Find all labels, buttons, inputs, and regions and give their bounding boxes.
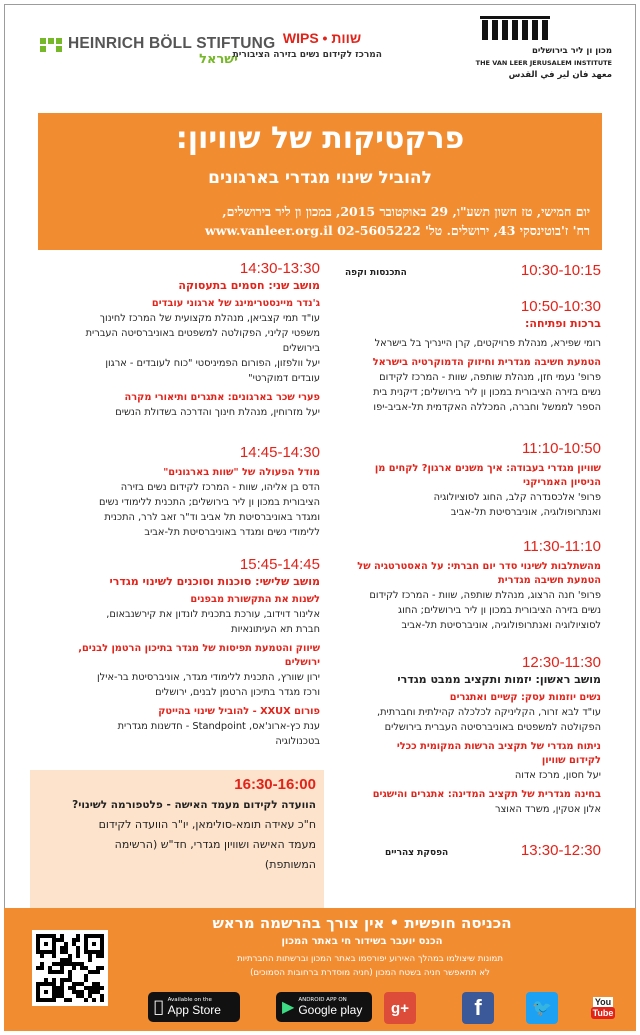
facebook-icon[interactable]: f bbox=[462, 992, 494, 1024]
speaker-line: ומגדר באוניברסיטת תל אביב וד"ר זאב לרר, התכנית bbox=[104, 512, 320, 523]
talk-title: הניסיון האמריקני bbox=[522, 477, 601, 488]
photo-notice: תמונות שיצולמו במהלך האירוע יפורסמו באתר המכון וברשתות החברתיות bbox=[236, 954, 504, 964]
session-closing bbox=[30, 770, 324, 910]
talk-title: לקידום שוויון bbox=[541, 755, 601, 766]
session-time: 12:30-11:30 bbox=[522, 654, 601, 671]
session-model bbox=[38, 444, 320, 540]
youtube-tube: Tube bbox=[592, 1008, 614, 1018]
speaker-line: הספר לממשל וחברה, המכללה האקדמית תל-אביב-יפו bbox=[373, 402, 601, 413]
talk-title: מודל הפעולה של "שוות בארגונים" bbox=[163, 467, 320, 478]
session-label: התכנסות וקפה bbox=[345, 268, 407, 278]
vanleer-logo-mark bbox=[476, 16, 560, 40]
address-line: רח' ז'בוטינסקי 43, ירושלים. טל' 02-5605222 www.vanleer.org.il bbox=[205, 223, 590, 238]
speaker-line: יעל מזרוחין, מנהלת חינוך והדרכה בשדולת הנשים bbox=[115, 407, 320, 418]
session-time: 10:30-10:15 bbox=[520, 262, 601, 279]
app-store-small-text: Available on the bbox=[158, 997, 203, 1003]
talk-title: ניתוח מגדרי של תקציב הרשות המקומית ככלי bbox=[396, 741, 601, 752]
speaker-line: הדס בן אליהו, שוות - המרכז לקידום נשים בזירה bbox=[120, 482, 320, 493]
session-keynote-2 bbox=[345, 538, 601, 633]
wips-logo-sub: המרכז לקידום נשים בזירה הציבורית bbox=[232, 50, 382, 60]
boll-logo-title: HEINRICH BÖLL STIFTUNG bbox=[68, 35, 276, 52]
boll-logo-sub: ישראל bbox=[199, 52, 238, 67]
boll-logo-mark bbox=[40, 38, 64, 56]
talk-title: שוויון מגדרי בעבודה: איך משנים ארגון? לקחים מן bbox=[374, 463, 601, 474]
session-opening bbox=[345, 298, 601, 415]
session-gathering bbox=[345, 262, 601, 279]
session-time: 15:45-14:45 bbox=[239, 556, 320, 573]
twitter-icon[interactable]: 🐦 bbox=[526, 992, 558, 1024]
session-label: הפסקת צהריים bbox=[385, 848, 449, 858]
vanleer-name-arabic: معهد فان لير في القدس bbox=[508, 70, 612, 80]
youtube-icon[interactable] bbox=[588, 992, 618, 1024]
speaker-line: פרופ' נעמי חזן, מנהלת שותפה, שוות - המרכז לקידום bbox=[379, 372, 601, 383]
session-keynote-1 bbox=[345, 440, 601, 520]
speaker-line: ואנתרופולוגיה, אוניברסיטת תל-אביב bbox=[450, 507, 601, 518]
talk-title: נשים יוזמות עסק: קשיים ואתגרים bbox=[449, 692, 601, 703]
talk-title: לשנות את התקשורת מבפנים bbox=[190, 594, 320, 605]
app-store-big-text: App Store bbox=[158, 1003, 212, 1017]
session-heading: מושב שני: חסמים בתעסוקה bbox=[178, 279, 320, 292]
talk-title: שיווק והטמעת תפיסות של מגדר בתיכון הרטמן לבנים, bbox=[78, 643, 320, 654]
speaker-line: עובדים דמוקרטי" bbox=[248, 373, 320, 384]
youtube-you: You bbox=[594, 997, 612, 1007]
play-icon: ▶ bbox=[282, 997, 295, 1016]
speaker-line: חברת תא העיתונאיות bbox=[231, 624, 320, 635]
speaker-line: רומי שפירא, מנהלת פרויקטים, קרן היינריך בל בישראל bbox=[374, 338, 601, 349]
talk-title: פורום XXUX - להוביל שינוי בהייטק bbox=[158, 706, 320, 717]
google-play-big-text: Google play bbox=[298, 1003, 363, 1017]
session-heading: ברכות ופתיחה: bbox=[525, 317, 601, 330]
title-banner bbox=[38, 113, 602, 250]
speaker-line bbox=[36, 815, 316, 875]
speaker-line: נשים בזירה הציבורית במכון ון ליר בירושלים; החוג bbox=[398, 605, 601, 616]
session-time: 14:45-14:30 bbox=[239, 444, 320, 461]
talk-title: בחינה מגדרית של תקציב המדינה: אתגרים והישגים bbox=[372, 789, 601, 800]
talk-title: הטמעת חשיבה מגדרית וחיזוק הדמוקרטיה בישראל bbox=[372, 357, 601, 368]
live-stream-notice: הכנס יועבר בשידור חי באתר המכון bbox=[281, 936, 443, 947]
conference-title: פרקטיקות של שוויון: bbox=[175, 121, 465, 156]
boll-logo bbox=[40, 34, 276, 70]
speaker-line: לסוציולוגיה ואנתרופולוגיה, אוניברסיטת תל-אביב bbox=[401, 620, 601, 631]
speaker-line: נשים בזירה הציבורית במכון ון ליר בירושלים; דיקנית בית bbox=[373, 387, 601, 398]
vanleer-name-hebrew: מכון ון ליר בירושלים bbox=[531, 46, 612, 56]
speaker-line-3: המשותפת) bbox=[264, 858, 316, 871]
speaker-line: הפקולטה למשפטים באוניברסיטה העברית בירושלים bbox=[384, 722, 601, 733]
talk-title: ג'נדר מיינסטרימינג של ארגוני עובדים bbox=[151, 298, 320, 309]
talk-title: הטמעת חשיבה מגדרית bbox=[498, 575, 601, 586]
speaker-line: ירון שוורץ, התכנית ללימודי מגדר, אוניברסיטת בר-אילן bbox=[97, 672, 320, 683]
session-time: 13:30-12:30 bbox=[520, 842, 601, 859]
session-first-panel bbox=[345, 654, 601, 817]
session-second-panel bbox=[38, 260, 320, 420]
session-time: 11:30-11:10 bbox=[523, 538, 601, 555]
speaker-line-1: ח"כ עאידה תומא-סולימאן, יו"ר הוועדה לקידום bbox=[98, 818, 316, 831]
speaker-line: פרופ' חנה הרצוג, מנהלת שותפה, שוות - המרכז לקידום bbox=[369, 590, 601, 601]
wips-logo bbox=[232, 30, 382, 74]
speaker-line: עו"ד תמי קצביאן, מנהלת מקצועית של המרכז לחינוך bbox=[99, 313, 320, 324]
session-lunch bbox=[345, 842, 601, 859]
speaker-line: עו"ד לבא זרור, הקליניקה לכלכלה קהילתית וחברתית, bbox=[376, 707, 601, 718]
session-time: 11:10-10:50 bbox=[522, 440, 601, 457]
vanleer-logo bbox=[472, 14, 612, 98]
talk-title: מהשתלבות לשינוי סדר יום חברתי: על האסטרטגיה של bbox=[357, 561, 601, 572]
speaker-line-2: מעמד האישה ושוויון מגדרי, חד"ש (הרשימה bbox=[114, 838, 316, 851]
footer-bar bbox=[4, 908, 636, 1031]
apple-icon bbox=[154, 999, 164, 1015]
session-time: 14:30-13:30 bbox=[239, 260, 320, 277]
talk-title: ירושלים bbox=[284, 657, 320, 668]
speaker-line: בטכנולוגיה bbox=[275, 736, 320, 747]
google-play-badge[interactable] bbox=[276, 992, 372, 1022]
talk-title: הוועדה לקידום מעמד האישה - פלטפורמה לשינוי? bbox=[72, 799, 316, 811]
google-play-small-text: ANDROID APP ON bbox=[298, 997, 347, 1003]
session-time: 10:50-10:30 bbox=[520, 298, 601, 315]
speaker-line: פרופ' אלכסנדרה קלב, החוג לסוציולוגיה bbox=[433, 492, 601, 503]
conference-date-location bbox=[48, 202, 590, 240]
speaker-line: ורכז מגדר בתיכון הרטמן לבנים, ירושלים bbox=[155, 687, 320, 698]
parking-notice: לא תתאפשר חניה בשטח המכון (חניה מוסדרת ברחובות הסמוכים) bbox=[250, 968, 490, 978]
qr-code[interactable] bbox=[32, 930, 108, 1006]
qr-code-pattern bbox=[36, 934, 104, 1002]
speaker-line: ללימודי נשים ומגדר באוניברסיטת תל-אביב bbox=[144, 527, 320, 538]
speaker-line: יעל וולפזון, הפורום הפמיניסטי "כוח לעובדים - ארגון bbox=[105, 358, 320, 369]
session-third-panel bbox=[38, 556, 320, 749]
free-entry-notice: הכניסה חופשית • אין צורך בהרשמה מראש bbox=[212, 914, 512, 932]
speaker-line: אלון אטקין, משרד האוצר bbox=[494, 804, 601, 815]
wips-logo-name: WIPS • שוות bbox=[282, 30, 362, 46]
speaker-line: הציבורית במכון ון ליר בירושלים; התכנית ללימודי נשים bbox=[98, 497, 320, 508]
talk-title: פערי שכר בארגונים: אתגרים ותיאורי מקרה bbox=[124, 392, 320, 403]
vanleer-name-english: THE VAN LEER JERUSALEM INSTITUTE bbox=[475, 59, 612, 67]
date-line: יום חמישי, טז חשון תשע"ו, 29 באוקטובר 2015, במכון ון ליר בירושלים, bbox=[222, 204, 590, 219]
speaker-line: ענת כץ-ארונ'אס, Standpoint - חדשנות מגדרית bbox=[117, 721, 320, 732]
session-heading: מושב ראשון: יזמות ותקציב ממבט מגדרי bbox=[397, 673, 601, 686]
app-store-badge[interactable] bbox=[148, 992, 240, 1022]
session-time: 16:30-16:00 bbox=[234, 776, 316, 793]
speaker-line: משפטי קליני, הפקולטה למשפטים באוניברסיטה העברית bbox=[85, 328, 320, 339]
conference-subtitle: להוביל שינוי מגדרי בארגונים bbox=[208, 168, 432, 188]
speaker-line: אלינור דוידוב, עורכת בתכנית לונדון את קירשנבאום, bbox=[106, 609, 320, 620]
speaker-line: יעל חסון, מרכז אדוה bbox=[514, 770, 601, 781]
speaker-line: בירושלים bbox=[282, 343, 320, 354]
google-plus-icon[interactable]: g+ bbox=[384, 992, 416, 1024]
session-heading: מושב שלישי: סוכנות וסוכנים לשינוי מגדרי bbox=[109, 575, 320, 588]
